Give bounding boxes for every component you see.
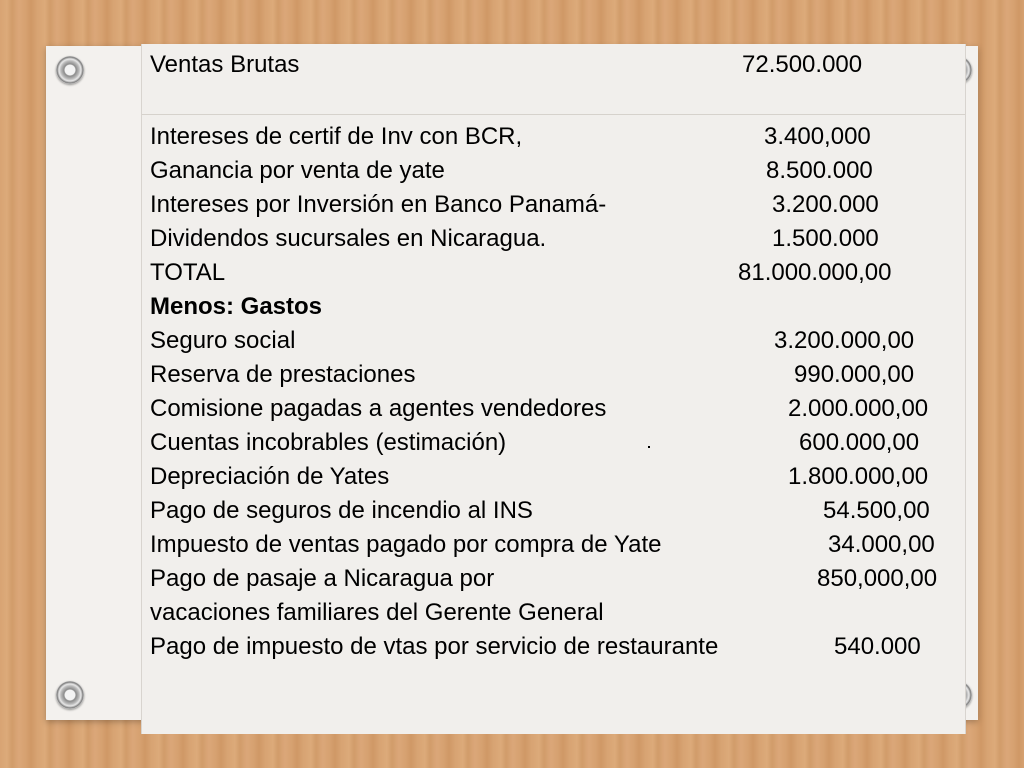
row-value: 3.200.000 — [772, 191, 879, 218]
row-value: 1.500.000 — [772, 225, 879, 252]
row-label: Ganancia por venta de yate — [150, 157, 445, 184]
row-label: Seguro social — [150, 327, 296, 354]
row-label: Intereses por Inversión en Banco Panamá- — [150, 191, 607, 218]
row-label: vacaciones familiares del Gerente General — [150, 599, 604, 626]
row-value: 600.000,00 — [799, 429, 920, 456]
row-value: 990.000,00 — [794, 361, 915, 388]
row-value: 72.500.000 — [742, 51, 863, 78]
row-label: TOTAL — [150, 259, 226, 286]
section-heading: Menos: Gastos — [150, 293, 323, 320]
row-label: Ventas Brutas — [150, 51, 300, 78]
row-label: Pago de pasaje a Nicaragua por — [150, 565, 495, 592]
row-label: Impuesto de ventas pagado por compra de Yate — [150, 531, 662, 558]
income-statement-table — [141, 44, 966, 734]
row-value: 1.800.000,00 — [788, 463, 929, 490]
row-value: 3.200.000,00 — [774, 327, 915, 354]
row-value: 540.000 — [834, 633, 921, 660]
row-value: 34.000,00 — [828, 531, 935, 558]
row-label: Dividendos sucursales en Nicaragua. — [150, 225, 547, 252]
row-impuesto-restaurante — [150, 633, 921, 745]
row-value: 81.000.000,00 — [738, 259, 892, 286]
row-label: Depreciación de Yates — [150, 463, 390, 490]
row-label: Cuentas incobrables (estimación) — [150, 429, 507, 456]
row-value: 54.500,00 — [823, 497, 930, 524]
row-label: Comisione pagadas a agentes vendedores — [150, 395, 607, 422]
row-label: Reserva de prestaciones — [150, 361, 416, 388]
stray-dot — [648, 446, 650, 448]
rivet-top-left-icon — [56, 56, 84, 84]
row-value: 8.500.000 — [766, 157, 873, 184]
row-value: 2.000.000,00 — [788, 395, 929, 422]
row-value: 850,000,00 — [817, 565, 938, 592]
row-label: Intereses de certif de Inv con BCR, — [150, 123, 523, 150]
row-value: 3.400,000 — [764, 123, 871, 150]
row-label: Pago de impuesto de vtas por servicio de restaurante — [150, 633, 719, 660]
row-label: Pago de seguros de incendio al INS — [150, 497, 533, 524]
rivet-bottom-left-icon — [56, 681, 84, 709]
